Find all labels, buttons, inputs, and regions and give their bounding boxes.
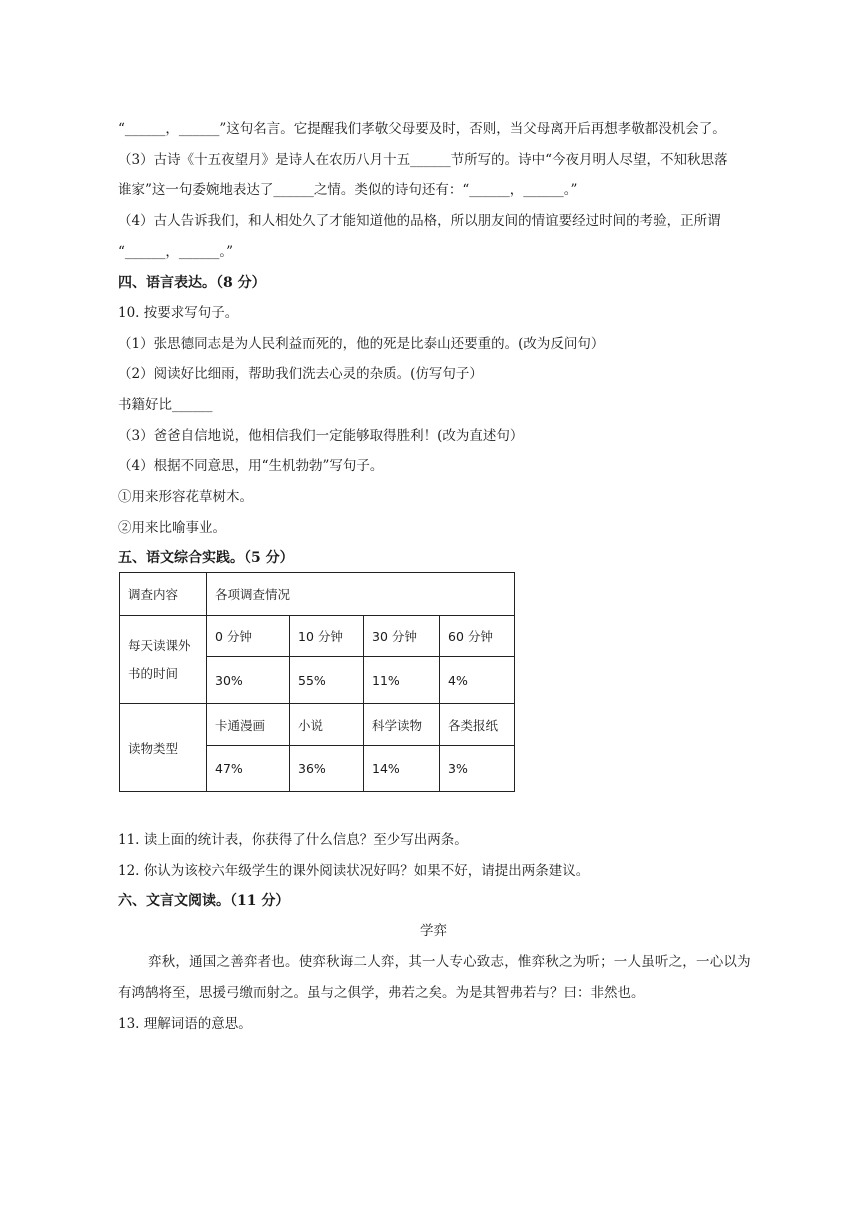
- table-cell: 11%: [364, 657, 440, 704]
- table-cell: 4%: [440, 657, 515, 704]
- passage-line-2: 有鸿鹄将至，思援弓缴而射之。虽与之俱学，弗若之矣。为是其智弗若与？曰：非然也。: [118, 985, 645, 1001]
- section-6-heading: 六、文言文阅读。（11 分）: [118, 893, 290, 909]
- table-header-content: 调查内容: [120, 573, 207, 616]
- table-cell: 14%: [364, 746, 440, 792]
- table-cell: 科学读物: [364, 704, 440, 746]
- table-cell: 30 分钟: [364, 616, 440, 657]
- question-13: 13. 理解词语的意思。: [118, 1016, 252, 1032]
- q10-sub-3: （3）爸爸自信地说，他相信我们一定能够取得胜利！(改为直述句）: [118, 428, 524, 444]
- table-cell: 60 分钟: [440, 616, 515, 657]
- q9-line-2: （3）古诗《十五夜望月》是诗人在农历八月十五______节所写的。诗中“今夜月明人尽望，不知秋思落: [118, 152, 728, 168]
- table-cell: 小说: [290, 704, 364, 746]
- table-cell: 3%: [440, 746, 515, 792]
- survey-table: [119, 572, 515, 792]
- table-cell: 36%: [290, 746, 364, 792]
- passage-line-1: 弈秋，通国之善弈者也。使弈秋诲二人弈，其一人专心致志，惟弈秋之为听；一人虽听之，一心以为: [148, 954, 751, 970]
- table-cell: 0 分钟: [207, 616, 290, 657]
- passage-title: 学弈: [420, 923, 447, 939]
- row-label-reading-type: 读物类型: [120, 704, 207, 792]
- row-label-reading-time: 每天读课外书的时间: [120, 616, 207, 704]
- question-11: 11. 读上面的统计表，你获得了什么信息？至少写出两条。: [118, 832, 468, 848]
- q9-line-1: “______，______”这句名言。它提醒我们孝敬父母要及时，否则，当父母离开后再想孝敬都没机会了。: [118, 121, 726, 137]
- table-cell: 各类报纸: [440, 704, 515, 746]
- table-cell: 10 分钟: [290, 616, 364, 657]
- q10-sub-4b: ②用来比喻事业。: [118, 520, 226, 536]
- table-cell: 30%: [207, 657, 290, 704]
- q10-sub-2: （2）阅读好比细雨，帮助我们洗去心灵的杂质。(仿写句子）: [118, 366, 483, 382]
- q9-line-5: “______，______。”: [118, 244, 234, 260]
- section-4-heading: 四、语言表达。（8 分）: [118, 275, 266, 291]
- q10-sub-4: （4）根据不同意思，用“生机勃勃”写句子。: [118, 458, 384, 474]
- question-10: 10. 按要求写句子。: [118, 305, 239, 321]
- q10-sub-2-answer: 书籍好比______: [118, 397, 213, 413]
- table-header-status: 各项调查情况: [207, 573, 515, 616]
- q9-line-4: （4）古人告诉我们，和人相处久了才能知道他的品格，所以朋友间的情谊要经过时间的考验，正所谓: [118, 213, 721, 229]
- section-5-heading: 五、语文综合实践。（5 分）: [118, 550, 294, 566]
- question-12: 12. 你认为该校六年级学生的课外阅读状况好吗？如果不好，请提出两条建议。: [118, 863, 590, 879]
- q10-sub-1: （1）张思德同志是为人民利益而死的，他的死是比泰山还要重的。(改为反问句）: [118, 336, 605, 352]
- table-cell: 47%: [207, 746, 290, 792]
- table-cell: 卡通漫画: [207, 704, 290, 746]
- q10-sub-4a: ①用来形容花草树木。: [118, 489, 253, 505]
- table-cell: 55%: [290, 657, 364, 704]
- q9-line-3: 谁家”这一句委婉地表达了______之情。类似的诗句还有：“______，______。”: [118, 182, 578, 198]
